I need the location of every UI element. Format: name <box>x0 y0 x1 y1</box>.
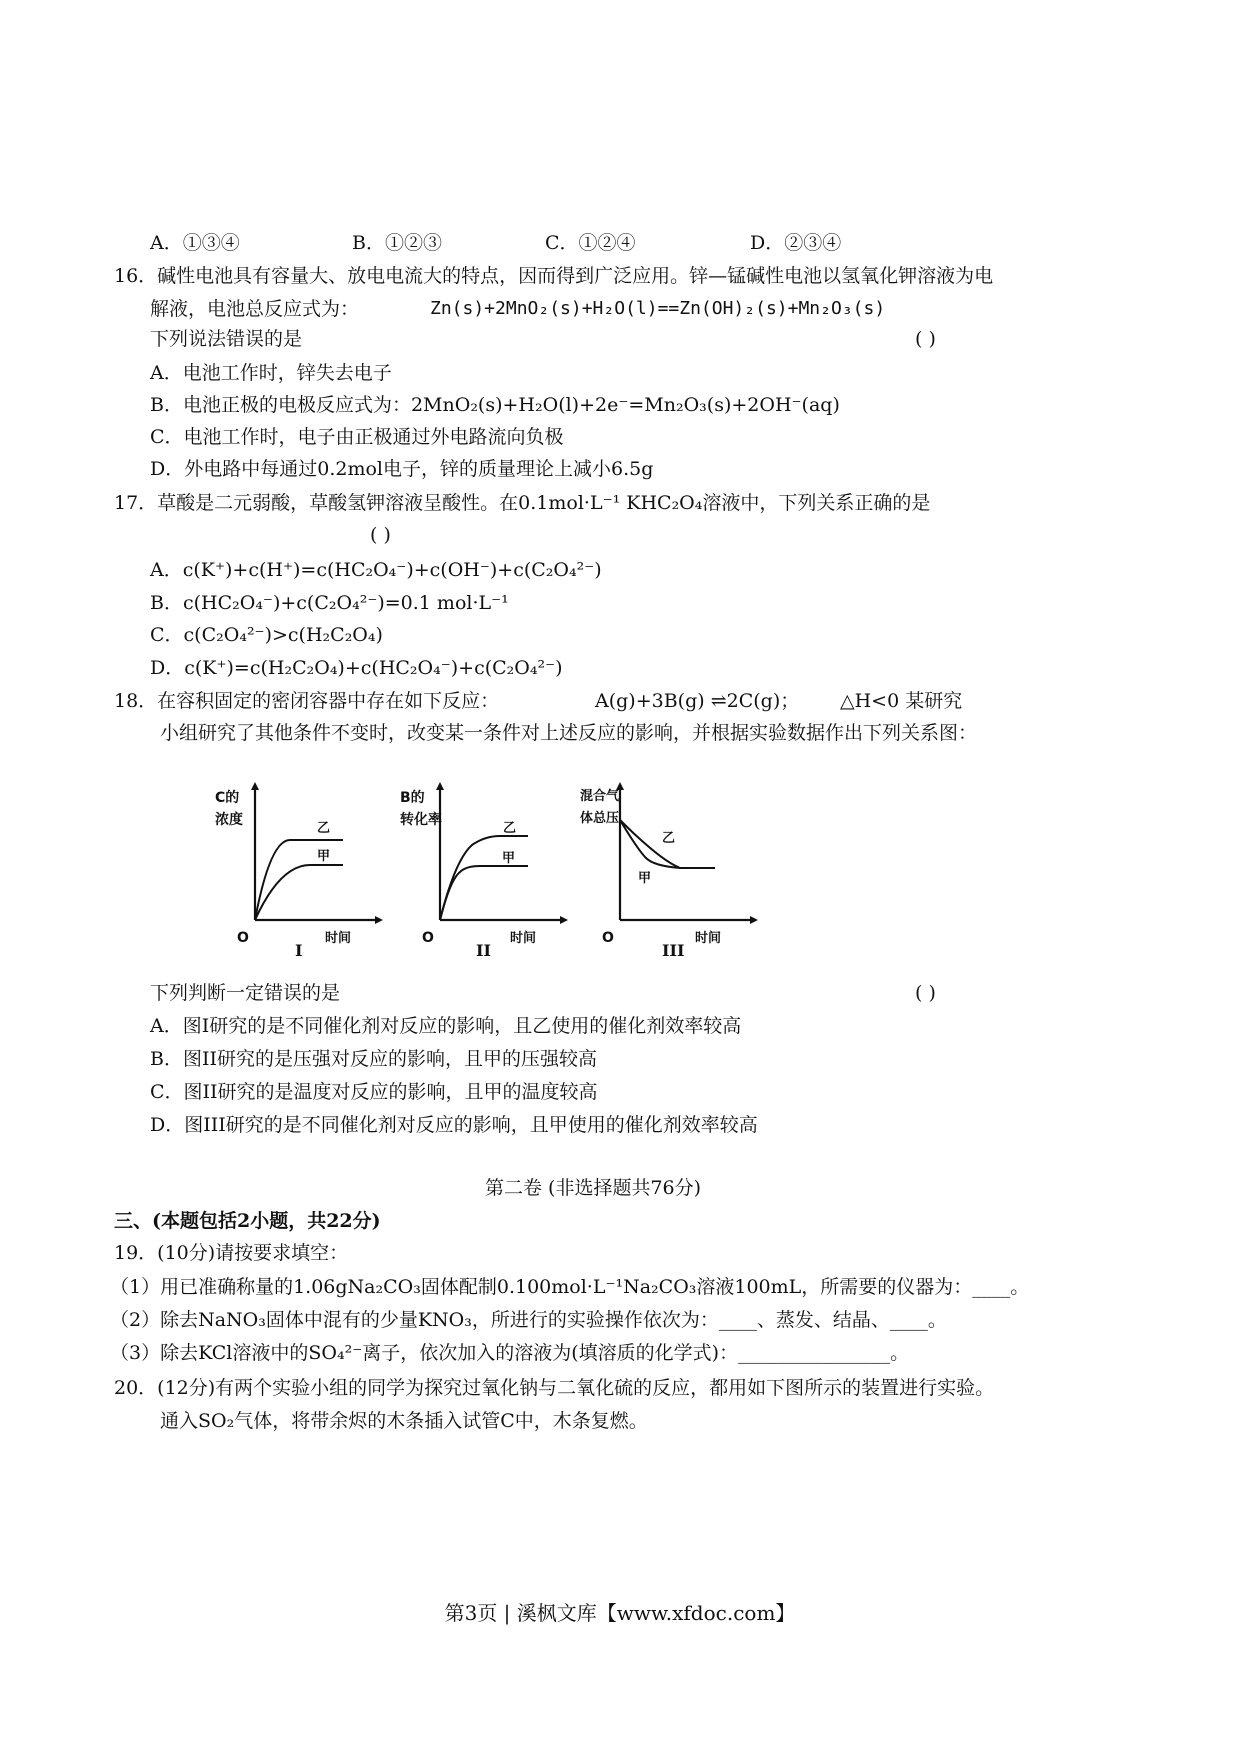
q18-stem-line3: 下列判断一定错误的是 <box>150 982 341 1004</box>
graph-i-origin: O <box>237 930 249 946</box>
graph-i-curve-jia <box>255 865 343 920</box>
q17-option-d: D．c(K⁺)=c(H₂C₂O₄)+c(HC₂O₄⁻)+c(C₂O₄²⁻) <box>150 657 563 679</box>
graph-iii-caption: III <box>662 941 685 960</box>
q18-option-d: D．图III研究的是不同催化剂对反应的影响，且甲使用的催化剂效率较高 <box>150 1114 758 1136</box>
q18-option-c: C．图II研究的是温度对反应的影响，且甲的温度较高 <box>150 1081 598 1103</box>
q18-stem-line2: 小组研究了其他条件不变时，改变某一条件对上述反应的影响，并根据实验数据作出下列关系图： <box>160 722 978 744</box>
q15-option-a: A．①③④ <box>150 232 240 254</box>
graph-ii-origin: O <box>422 930 434 946</box>
graph-i-label-yi: 乙 <box>317 821 331 836</box>
q17-option-a: A．c(K⁺)+c(H⁺)=c(HC₂O₄⁻)+c(OH⁻)+c(C₂O₄²⁻) <box>150 559 602 581</box>
q18-stem-line1: 18．在容积固定的密闭容器中存在如下反应： <box>114 690 500 712</box>
q16-equation: Zn(s)+2MnO₂(s)+H₂O(l)==Zn(OH)₂(s)+Mn₂O₃(s) <box>430 298 886 319</box>
q18-option-a: A．图I研究的是不同催化剂对反应的影响，且乙使用的催化剂效率较高 <box>150 1015 742 1037</box>
graph-i <box>215 780 385 950</box>
q18-enthalpy: △H<0 某研究 <box>840 690 963 712</box>
q15-option-b: B．①②③ <box>352 232 442 254</box>
section3-title: 三、(本题包括2小题，共22分) <box>114 1210 381 1232</box>
graph-iii-xlabel: 时间 <box>695 931 722 946</box>
graph-ii-ylabel-1: B的 <box>400 790 425 806</box>
graph-ii-ylabel-2: 转化率 <box>400 812 442 828</box>
q18-equation: A(g)+3B(g) ⇌2C(g)； <box>595 690 800 712</box>
q16-option-b: B．电池正极的电极反应式为：2MnO₂(s)+H₂O(l)+2e⁻=Mn₂O₃(s)+2OH⁻(aq) <box>150 394 840 416</box>
q20-stem-line1: 20．(12分)有两个实验小组的同学为探究过氧化钠与二氧化硫的反应，都用如下图所示的装置进行实验。 <box>114 1377 995 1399</box>
graph-iii-origin: O <box>602 930 614 946</box>
q16-answer-paren: ( ) <box>915 328 936 350</box>
q17-option-b: B．c(HC₂O₄⁻)+c(C₂O₄²⁻)=0.1 mol·L⁻¹ <box>150 592 509 614</box>
q15-option-d: D．②③④ <box>750 232 842 254</box>
q16-option-d: D．外电路中每通过0.2mol电子，锌的质量理论上减小6.5g <box>150 458 654 480</box>
graph-ii-label-jia: 甲 <box>502 851 516 866</box>
q15-option-c: C．①②④ <box>545 232 636 254</box>
q16-option-a: A．电池工作时，锌失去电子 <box>150 362 392 384</box>
graph-ii <box>400 780 570 950</box>
graph-ii-xlabel: 时间 <box>510 931 537 946</box>
q19-sub-1: （1）用已准确称量的1.06gNa₂CO₃固体配制0.100mol·L⁻¹Na₂CO₃溶液100mL，所需要的仪器为：____。 <box>110 1276 1030 1298</box>
q16-stem-line2: 解液，电池总反应式为： <box>150 298 360 320</box>
graph-i-label-jia: 甲 <box>317 849 331 864</box>
q20-stem-line2: 通入SO₂气体，将带余烬的木条插入试管C中，木条复燃。 <box>160 1410 648 1432</box>
q17-stem: 17．草酸是二元弱酸，草酸氢钾溶液呈酸性。在0.1mol·L⁻¹ KHC₂O₄溶液中，下列关系正确的是 <box>114 492 931 514</box>
page-footer: 第3页 | 溪枫文库【www.xfdoc.com】 <box>444 1601 796 1625</box>
graph-iii-label-yi: 乙 <box>662 831 676 846</box>
part2-title: 第二卷 (非选择题共76分) <box>485 1177 702 1199</box>
q18-option-b: B．图II研究的是压强对反应的影响，且甲的压强较高 <box>150 1048 597 1070</box>
q19-stem: 19．(10分)请按要求填空： <box>114 1242 349 1264</box>
graph-iii-label-jia: 甲 <box>638 871 652 886</box>
graph-ii-curve-jia <box>440 866 528 920</box>
graph-ii-curve-yi <box>440 836 528 920</box>
graph-ii-caption: II <box>476 941 491 960</box>
q17-answer-paren: ( ) <box>370 524 391 546</box>
graph-i-ylabel-1: C的 <box>215 790 240 806</box>
graph-iii-ylabel-2: 体总压 <box>580 811 620 826</box>
graph-ii-label-yi: 乙 <box>503 821 517 836</box>
graph-iii-ylabel-1: 混合气 <box>580 789 620 804</box>
q16-stem-line3: 下列说法错误的是 <box>150 328 303 350</box>
q18-answer-paren: ( ) <box>915 982 936 1004</box>
q19-sub-2: （2）除去NaNO₃固体中混有的少量KNO₃，所进行的实验操作依次为：____、蒸发、结晶、____。 <box>110 1309 947 1331</box>
q16-stem-line1: 16．碱性电池具有容量大、放电电流大的特点，因而得到广泛应用。锌—锰碱性电池以氢氧化钾溶液为电 <box>114 265 994 287</box>
q17-option-c: C．c(C₂O₄²⁻)>c(H₂C₂O₄) <box>150 624 383 646</box>
q16-option-c: C．电池工作时，电子由正极通过外电路流向负极 <box>150 426 564 448</box>
graph-i-xlabel: 时间 <box>325 931 352 946</box>
graph-iii <box>580 780 760 950</box>
graph-i-caption: I <box>295 941 303 960</box>
q19-sub-3: （3）除去KCl溶液中的SO₄²⁻离子，依次加入的溶液为(填溶质的化学式)：________________。 <box>110 1342 910 1364</box>
graph-i-ylabel-2: 浓度 <box>215 812 243 828</box>
